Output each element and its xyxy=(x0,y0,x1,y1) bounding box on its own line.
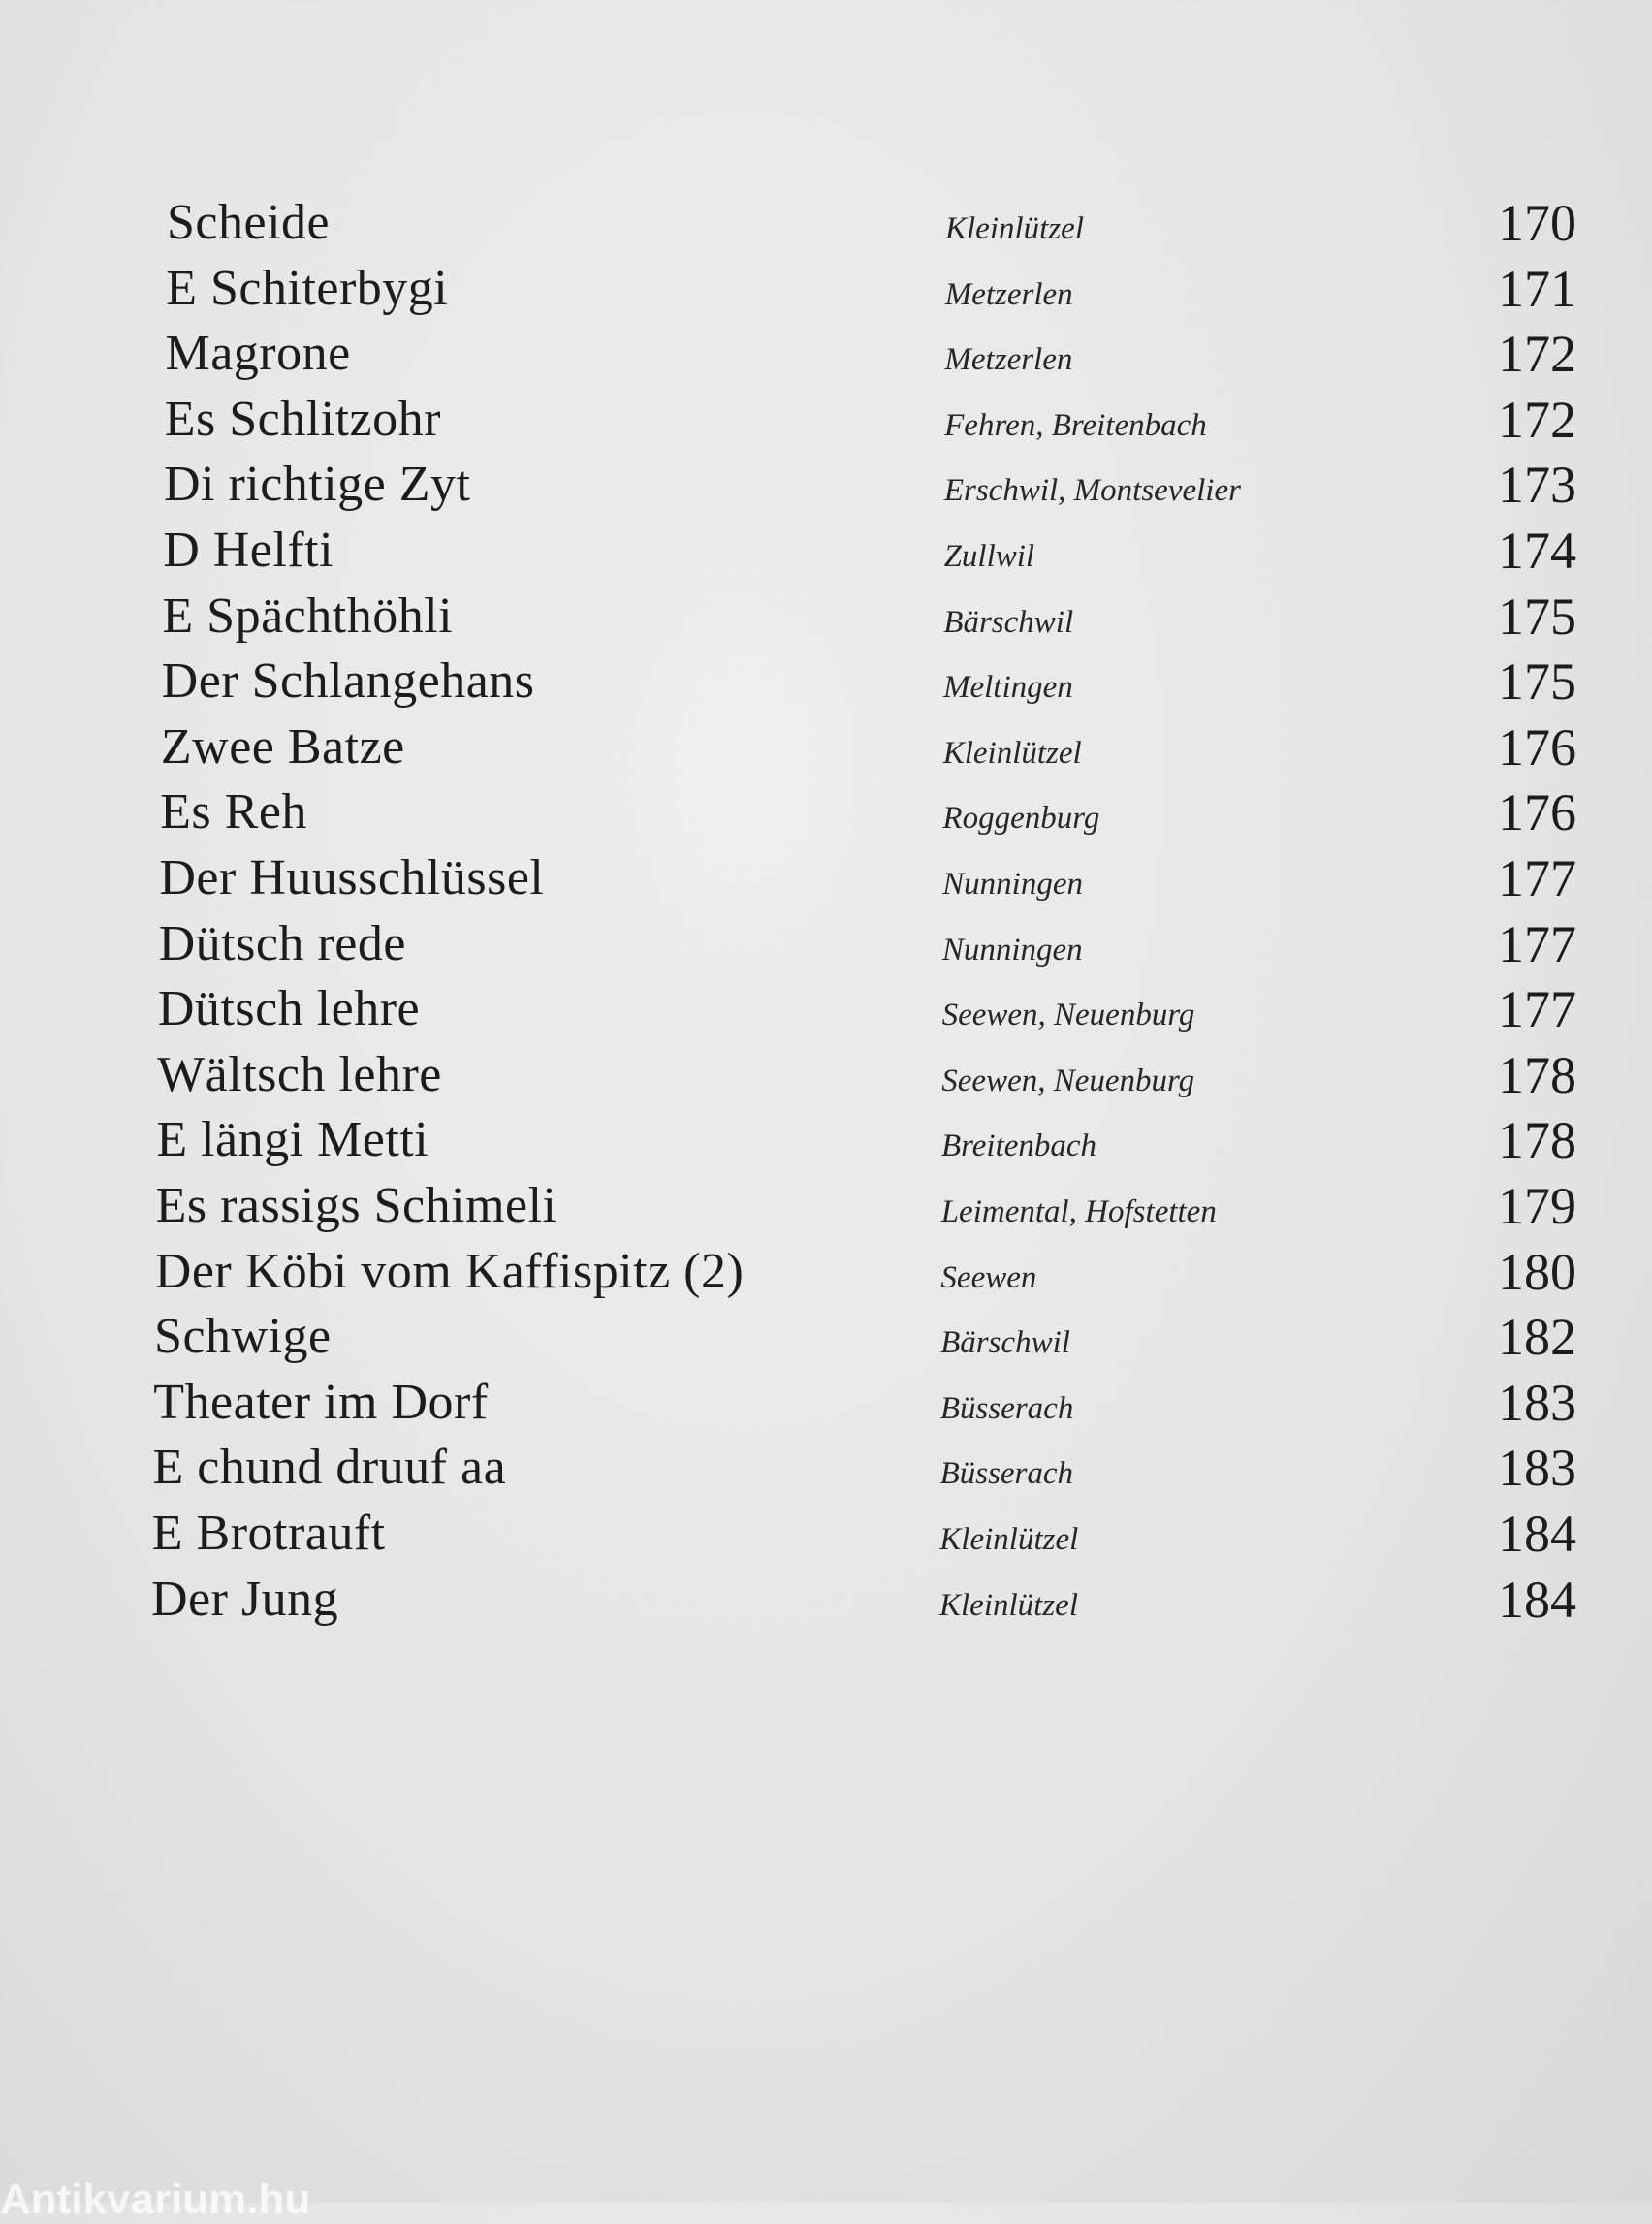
toc-entry-page-number: 173 xyxy=(1498,456,1576,515)
toc-entry-place: Seewen xyxy=(940,1259,1037,1295)
toc-entry-place: Leimental, Hofstetten xyxy=(940,1194,1217,1229)
toc-entry-title: Theater im Dorf xyxy=(153,1374,489,1430)
toc-entry-page-number: 177 xyxy=(1498,914,1576,973)
toc-entry-place: Bärschwil xyxy=(940,1325,1070,1361)
toc-entry xyxy=(0,915,1652,981)
toc-entry xyxy=(0,1308,1652,1374)
toc-entry-page-number: 175 xyxy=(1498,652,1576,712)
toc-entry xyxy=(0,325,1652,391)
toc-entry-page-number: 170 xyxy=(1498,194,1576,252)
toc-entry xyxy=(0,718,1652,784)
toc-entry-place: Kleinlützel xyxy=(945,211,1084,246)
toc-entry-place: Nunningen xyxy=(941,932,1083,968)
toc-entry xyxy=(0,1374,1652,1440)
toc-entry-title: Schwige xyxy=(154,1309,332,1365)
toc-entry xyxy=(0,783,1652,849)
toc-entry-place: Meltingen xyxy=(943,670,1073,706)
toc-entry-page-number: 184 xyxy=(1498,1570,1576,1629)
toc-entry xyxy=(0,456,1652,522)
toc-entry-title: Der Huusschlüssel xyxy=(159,850,545,905)
toc-entry-place: Büsserach xyxy=(939,1456,1074,1492)
toc-entry xyxy=(0,1243,1652,1309)
toc-entry-page-number: 178 xyxy=(1498,1111,1576,1170)
toc-entry-place: Kleinlützel xyxy=(942,735,1082,771)
watermark: Antikvarium.hu xyxy=(0,2176,311,2223)
toc-entry-place: Metzerlen xyxy=(944,342,1073,378)
toc-entry-title: Dütsch lehre xyxy=(157,981,421,1037)
toc-entry-title: E Spächthöhli xyxy=(162,588,454,644)
toc-entry-place: Kleinlützel xyxy=(939,1522,1079,1557)
toc-entry-place: Seewen, Neuenburg xyxy=(941,1063,1195,1098)
toc-entry-title: E Schiterbygi xyxy=(166,260,449,316)
toc-entry-place: Nunningen xyxy=(942,867,1083,902)
toc-entry-page-number: 172 xyxy=(1498,390,1576,449)
toc-entry-page-number: 174 xyxy=(1498,522,1576,580)
toc-entry-title: Es rassigs Schimeli xyxy=(155,1178,557,1233)
toc-entry-title: Zwee Batze xyxy=(160,718,405,775)
toc-entry xyxy=(0,1111,1652,1177)
toc-entry xyxy=(0,1177,1652,1243)
toc-entry-page-number: 183 xyxy=(1498,1439,1576,1498)
toc-entry-page-number: 184 xyxy=(1498,1505,1576,1563)
toc-entry-place: Büsserach xyxy=(939,1390,1074,1426)
toc-entry-place: Fehren, Breitenbach xyxy=(944,407,1207,443)
toc-entry-place: Seewen, Neuenburg xyxy=(941,998,1195,1033)
toc-entry xyxy=(0,980,1652,1046)
toc-entry xyxy=(0,391,1652,457)
toc-entry-place: Roggenburg xyxy=(942,801,1100,837)
toc-entry xyxy=(0,1505,1652,1571)
toc-entry xyxy=(0,652,1652,718)
toc-entry-place: Breitenbach xyxy=(941,1128,1097,1164)
toc-entry xyxy=(0,849,1652,915)
toc-entry-title: Es Schlitzohr xyxy=(164,391,441,447)
toc-entry-page-number: 180 xyxy=(1498,1242,1576,1301)
toc-entry-place: Metzerlen xyxy=(944,276,1073,312)
toc-entry-title: Der Schlangehans xyxy=(161,653,535,710)
toc-entry-title: Der Jung xyxy=(151,1571,339,1627)
toc-entry-title: Dütsch rede xyxy=(158,915,406,971)
toc-entry-place: Erschwil, Montsevelier xyxy=(943,473,1241,509)
toc-entry-page-number: 176 xyxy=(1498,783,1576,842)
toc-entry xyxy=(0,260,1652,326)
toc-entry-page-number: 183 xyxy=(1498,1373,1576,1432)
toc-entry-title: D Helfti xyxy=(163,523,334,578)
toc-entry xyxy=(0,1439,1652,1505)
toc-entry-place: Kleinlützel xyxy=(939,1587,1078,1623)
toc-entry-title: Der Köbi vom Kaffispitz (2) xyxy=(154,1243,745,1299)
toc-entry xyxy=(0,588,1652,653)
toc-entry xyxy=(0,194,1652,260)
toc-entry xyxy=(0,522,1652,588)
toc-entry xyxy=(0,1046,1652,1112)
toc-entry-page-number: 176 xyxy=(1498,717,1576,777)
toc-entry-page-number: 178 xyxy=(1498,1045,1576,1104)
toc-entry-page-number: 172 xyxy=(1498,325,1576,384)
toc-entry xyxy=(0,1571,1652,1636)
toc-entry-title: Es Reh xyxy=(160,784,307,841)
toc-entry-title: E Brotrauft xyxy=(151,1506,386,1561)
toc-entry-page-number: 179 xyxy=(1498,1177,1576,1235)
toc-entry-page-number: 182 xyxy=(1498,1308,1576,1367)
toc-entry-place: Zullwil xyxy=(943,539,1035,574)
toc-entry-place: Bärschwil xyxy=(943,604,1074,640)
toc-entry-page-number: 175 xyxy=(1498,587,1576,646)
toc-entry-page-number: 177 xyxy=(1498,980,1576,1039)
toc-entry-title: Di richtige Zyt xyxy=(163,457,471,513)
toc-entry-title: Scheide xyxy=(167,195,331,250)
toc-entry-title: E chund druuf aa xyxy=(152,1440,507,1496)
toc-entry-page-number: 171 xyxy=(1498,259,1576,318)
toc-entry-title: Wältsch lehre xyxy=(157,1046,442,1102)
toc-entry-title: E längi Metti xyxy=(156,1112,429,1168)
toc-entry-page-number: 177 xyxy=(1498,849,1576,907)
toc-entry-title: Magrone xyxy=(165,326,351,382)
